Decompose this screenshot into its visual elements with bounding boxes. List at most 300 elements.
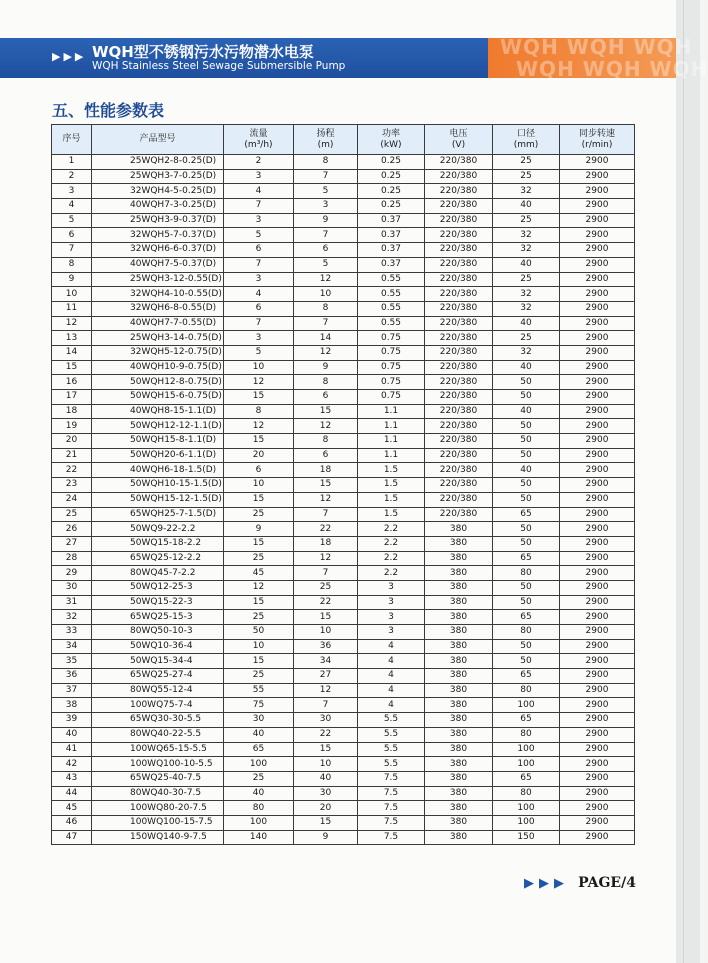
column-header-label: 功率 [381, 128, 400, 139]
voltage-cell: 220/380 [425, 404, 493, 419]
voltage-cell: 380 [425, 536, 493, 551]
power-cell: 4 [358, 654, 425, 669]
diameter-cell: 100 [493, 742, 560, 757]
column-header-label: 口径 [516, 128, 535, 139]
row-number-cell: 33 [52, 625, 92, 640]
product-model-cell: 25WQH3-9-0.37(D) [92, 213, 224, 228]
table-row [52, 169, 635, 184]
table-row [52, 801, 635, 816]
product-model-cell: 32WQH6-8-0.55(D) [92, 301, 224, 316]
row-number-cell: 11 [52, 301, 92, 316]
speed-cell: 2900 [560, 669, 635, 684]
table-row [52, 272, 635, 287]
product-model-cell: 100WQ80-20-7.5 [92, 801, 224, 816]
head-cell: 15 [294, 404, 358, 419]
power-cell: 1.1 [358, 448, 425, 463]
speed-cell: 2900 [560, 683, 635, 698]
voltage-cell: 380 [425, 713, 493, 728]
power-cell: 4 [358, 698, 425, 713]
page-number: PAGE/4 [578, 875, 636, 891]
power-cell: 5.5 [358, 713, 425, 728]
flow-rate-cell: 25 [224, 771, 294, 786]
table-row [52, 463, 635, 478]
row-number-cell: 39 [52, 713, 92, 728]
row-number-cell: 23 [52, 478, 92, 493]
power-cell: 0.37 [358, 213, 425, 228]
head-cell: 25 [294, 580, 358, 595]
row-number-cell: 45 [52, 801, 92, 816]
head-cell: 3 [294, 199, 358, 214]
voltage-cell: 220/380 [425, 345, 493, 360]
voltage-cell: 380 [425, 815, 493, 830]
table-row [52, 434, 635, 449]
flow-rate-cell: 6 [224, 243, 294, 258]
row-number-cell: 37 [52, 683, 92, 698]
row-number-cell: 10 [52, 287, 92, 302]
head-cell: 12 [294, 683, 358, 698]
next-page-edge [676, 0, 700, 963]
head-cell: 12 [294, 272, 358, 287]
row-number-cell: 26 [52, 522, 92, 537]
speed-cell: 2900 [560, 360, 635, 375]
speed-cell: 2900 [560, 639, 635, 654]
column-header-label: 序号 [62, 134, 81, 144]
flow-rate-cell: 40 [224, 786, 294, 801]
column-header-unit: (mm) [513, 139, 539, 150]
title-banner [0, 35, 708, 81]
flow-rate-cell: 25 [224, 669, 294, 684]
diameter-cell: 32 [493, 287, 560, 302]
diameter-cell: 40 [493, 360, 560, 375]
diameter-cell: 50 [493, 478, 560, 493]
power-cell: 4 [358, 683, 425, 698]
table-row [52, 316, 635, 331]
speed-cell: 2900 [560, 551, 635, 566]
speed-cell: 2900 [560, 830, 635, 845]
power-cell: 1.1 [358, 419, 425, 434]
table-row [52, 757, 635, 772]
table-row [52, 155, 635, 170]
row-number-cell: 40 [52, 727, 92, 742]
head-cell: 12 [294, 492, 358, 507]
head-cell: 7 [294, 169, 358, 184]
flow-rate-cell: 80 [224, 801, 294, 816]
head-cell: 18 [294, 463, 358, 478]
head-cell: 20 [294, 801, 358, 816]
flow-rate-cell: 9 [224, 522, 294, 537]
row-number-cell: 13 [52, 331, 92, 346]
column-header-label: 同步转速 [578, 128, 615, 139]
table-row [52, 713, 635, 728]
row-number-cell: 21 [52, 448, 92, 463]
table-row [52, 683, 635, 698]
voltage-cell: 220/380 [425, 316, 493, 331]
table-row [52, 243, 635, 258]
column-header [224, 125, 294, 155]
row-number-cell: 34 [52, 639, 92, 654]
power-cell: 0.25 [358, 169, 425, 184]
power-cell: 7.5 [358, 830, 425, 845]
product-model-cell: 32WQH4-5-0.25(D) [92, 184, 224, 199]
speed-cell: 2900 [560, 815, 635, 830]
head-cell: 9 [294, 213, 358, 228]
diameter-cell: 40 [493, 404, 560, 419]
head-cell: 7 [294, 566, 358, 581]
speed-cell: 2900 [560, 580, 635, 595]
speed-cell: 2900 [560, 301, 635, 316]
row-number-cell: 19 [52, 419, 92, 434]
product-model-cell: 32WQH5-12-0.75(D) [92, 345, 224, 360]
speed-cell: 2900 [560, 786, 635, 801]
flow-rate-cell: 45 [224, 566, 294, 581]
row-number-cell: 44 [52, 786, 92, 801]
head-cell: 5 [294, 257, 358, 272]
voltage-cell: 380 [425, 610, 493, 625]
head-cell: 15 [294, 478, 358, 493]
head-cell: 22 [294, 522, 358, 537]
column-header [294, 125, 358, 155]
voltage-cell: 380 [425, 683, 493, 698]
power-cell: 1.5 [358, 492, 425, 507]
flow-rate-cell: 65 [224, 742, 294, 757]
row-number-cell: 7 [52, 243, 92, 258]
diameter-cell: 25 [493, 272, 560, 287]
row-number-cell: 8 [52, 257, 92, 272]
product-model-cell: 100WQ100-15-7.5 [92, 815, 224, 830]
flow-rate-cell: 10 [224, 360, 294, 375]
head-cell: 15 [294, 742, 358, 757]
head-cell: 15 [294, 815, 358, 830]
flow-rate-cell: 15 [224, 434, 294, 449]
diameter-cell: 50 [493, 419, 560, 434]
head-cell: 6 [294, 243, 358, 258]
product-model-cell: 25WQH3-14-0.75(D) [92, 331, 224, 346]
power-cell: 1.5 [358, 507, 425, 522]
power-cell: 0.75 [358, 390, 425, 405]
flow-rate-cell: 15 [224, 595, 294, 610]
flow-rate-cell: 3 [224, 169, 294, 184]
speed-cell: 2900 [560, 463, 635, 478]
voltage-cell: 220/380 [425, 243, 493, 258]
column-header-unit: (m³/h) [244, 139, 273, 150]
diameter-cell: 50 [493, 639, 560, 654]
diameter-cell: 50 [493, 434, 560, 449]
power-cell: 0.25 [358, 199, 425, 214]
speed-cell: 2900 [560, 287, 635, 302]
speed-cell: 2900 [560, 713, 635, 728]
power-cell: 0.75 [358, 345, 425, 360]
power-cell: 0.37 [358, 243, 425, 258]
power-cell: 0.25 [358, 155, 425, 170]
voltage-cell: 220/380 [425, 492, 493, 507]
speed-cell: 2900 [560, 213, 635, 228]
head-cell: 7 [294, 228, 358, 243]
table-body [52, 155, 635, 845]
head-cell: 18 [294, 536, 358, 551]
table-row [52, 301, 635, 316]
flow-rate-cell: 5 [224, 228, 294, 243]
row-number-cell: 36 [52, 669, 92, 684]
row-number-cell: 42 [52, 757, 92, 772]
voltage-cell: 220/380 [425, 301, 493, 316]
power-cell: 5.5 [358, 727, 425, 742]
voltage-cell: 220/380 [425, 478, 493, 493]
voltage-cell: 380 [425, 566, 493, 581]
diameter-cell: 80 [493, 625, 560, 640]
diameter-cell: 65 [493, 507, 560, 522]
diameter-cell: 65 [493, 713, 560, 728]
column-header-label: 流量 [249, 128, 268, 139]
voltage-cell: 220/380 [425, 331, 493, 346]
head-cell: 7 [294, 698, 358, 713]
row-number-cell: 30 [52, 580, 92, 595]
speed-cell: 2900 [560, 375, 635, 390]
diameter-cell: 40 [493, 199, 560, 214]
page-footer [524, 872, 636, 891]
table-row [52, 742, 635, 757]
power-cell: 7.5 [358, 801, 425, 816]
product-model-cell: 50WQH20-6-1.1(D) [92, 448, 224, 463]
column-header-unit: (m) [317, 139, 334, 150]
row-number-cell: 9 [52, 272, 92, 287]
flow-rate-cell: 75 [224, 698, 294, 713]
flow-rate-cell: 10 [224, 478, 294, 493]
head-cell: 22 [294, 727, 358, 742]
speed-cell: 2900 [560, 448, 635, 463]
diameter-cell: 50 [493, 536, 560, 551]
speed-cell: 2900 [560, 492, 635, 507]
voltage-cell: 380 [425, 698, 493, 713]
product-model-cell: 80WQ50-10-3 [92, 625, 224, 640]
diameter-cell: 100 [493, 801, 560, 816]
flow-rate-cell: 12 [224, 419, 294, 434]
row-number-cell: 4 [52, 199, 92, 214]
speed-cell: 2900 [560, 522, 635, 537]
speed-cell: 2900 [560, 155, 635, 170]
product-model-cell: 50WQ9-22-2.2 [92, 522, 224, 537]
flow-rate-cell: 15 [224, 390, 294, 405]
table-row [52, 287, 635, 302]
voltage-cell: 380 [425, 830, 493, 845]
diameter-cell: 25 [493, 331, 560, 346]
banner-watermark-row-2: WQH WQH WQH [516, 57, 708, 81]
diameter-cell: 80 [493, 566, 560, 581]
power-cell: 3 [358, 610, 425, 625]
flow-rate-cell: 15 [224, 654, 294, 669]
head-cell: 30 [294, 713, 358, 728]
head-cell: 5 [294, 184, 358, 199]
power-cell: 7.5 [358, 771, 425, 786]
table-row [52, 228, 635, 243]
speed-cell: 2900 [560, 184, 635, 199]
speed-cell: 2900 [560, 757, 635, 772]
row-number-cell: 18 [52, 404, 92, 419]
product-model-cell: 65WQH25-7-1.5(D) [92, 507, 224, 522]
voltage-cell: 380 [425, 654, 493, 669]
flow-rate-cell: 7 [224, 257, 294, 272]
voltage-cell: 220/380 [425, 272, 493, 287]
voltage-cell: 220/380 [425, 375, 493, 390]
row-number-cell: 35 [52, 654, 92, 669]
speed-cell: 2900 [560, 390, 635, 405]
head-cell: 9 [294, 360, 358, 375]
product-model-cell: 150WQ140-9-7.5 [92, 830, 224, 845]
row-number-cell: 12 [52, 316, 92, 331]
flow-rate-cell: 4 [224, 184, 294, 199]
diameter-cell: 80 [493, 727, 560, 742]
table-row [52, 669, 635, 684]
table-row [52, 595, 635, 610]
head-cell: 36 [294, 639, 358, 654]
speed-cell: 2900 [560, 345, 635, 360]
flow-rate-cell: 6 [224, 463, 294, 478]
voltage-cell: 220/380 [425, 390, 493, 405]
table-row [52, 698, 635, 713]
power-cell: 7.5 [358, 815, 425, 830]
table-row [52, 522, 635, 537]
flow-rate-cell: 25 [224, 610, 294, 625]
table-row [52, 448, 635, 463]
diameter-cell: 65 [493, 551, 560, 566]
voltage-cell: 380 [425, 801, 493, 816]
flow-rate-cell: 30 [224, 713, 294, 728]
table-row [52, 213, 635, 228]
product-model-cell: 25WQH3-7-0.25(D) [92, 169, 224, 184]
flow-rate-cell: 25 [224, 551, 294, 566]
speed-cell: 2900 [560, 698, 635, 713]
speed-cell: 2900 [560, 434, 635, 449]
product-model-cell: 100WQ65-15-5.5 [92, 742, 224, 757]
diameter-cell: 65 [493, 669, 560, 684]
voltage-cell: 380 [425, 580, 493, 595]
head-cell: 8 [294, 301, 358, 316]
table-row [52, 610, 635, 625]
flow-rate-cell: 140 [224, 830, 294, 845]
flow-rate-cell: 3 [224, 331, 294, 346]
table-row [52, 184, 635, 199]
table-row [52, 390, 635, 405]
voltage-cell: 220/380 [425, 463, 493, 478]
row-number-cell: 5 [52, 213, 92, 228]
speed-cell: 2900 [560, 316, 635, 331]
diameter-cell: 32 [493, 228, 560, 243]
table-header [52, 125, 635, 155]
header-row [52, 125, 635, 155]
product-model-cell: 50WQH15-6-0.75(D) [92, 390, 224, 405]
voltage-cell: 220/380 [425, 257, 493, 272]
voltage-cell: 220/380 [425, 169, 493, 184]
section-title: 五、性能参数表 [52, 101, 165, 120]
column-header [92, 125, 224, 155]
speed-cell: 2900 [560, 536, 635, 551]
voltage-cell: 380 [425, 727, 493, 742]
power-cell: 0.55 [358, 301, 425, 316]
flow-rate-cell: 100 [224, 815, 294, 830]
column-header [52, 125, 92, 155]
table-row [52, 771, 635, 786]
diameter-cell: 50 [493, 580, 560, 595]
diameter-cell: 100 [493, 757, 560, 772]
product-model-cell: 50WQ15-34-4 [92, 654, 224, 669]
power-cell: 0.37 [358, 257, 425, 272]
flow-rate-cell: 12 [224, 375, 294, 390]
product-model-cell: 50WQH12-12-1.1(D) [92, 419, 224, 434]
power-cell: 4 [358, 669, 425, 684]
footer-arrow-icon: ▶▶▶ [524, 876, 569, 891]
table-row [52, 815, 635, 830]
flow-rate-cell: 100 [224, 757, 294, 772]
flow-rate-cell: 7 [224, 316, 294, 331]
diameter-cell: 150 [493, 830, 560, 845]
speed-cell: 2900 [560, 199, 635, 214]
table-row [52, 404, 635, 419]
power-cell: 0.75 [358, 375, 425, 390]
flow-rate-cell: 55 [224, 683, 294, 698]
speed-cell: 2900 [560, 727, 635, 742]
diameter-cell: 25 [493, 155, 560, 170]
product-model-cell: 65WQ25-15-3 [92, 610, 224, 625]
power-cell: 0.75 [358, 360, 425, 375]
head-cell: 6 [294, 390, 358, 405]
voltage-cell: 220/380 [425, 287, 493, 302]
banner-arrow-icon: ▶▶▶ [52, 50, 87, 63]
power-cell: 5.5 [358, 757, 425, 772]
row-number-cell: 29 [52, 566, 92, 581]
flow-rate-cell: 10 [224, 639, 294, 654]
voltage-cell: 380 [425, 771, 493, 786]
flow-rate-cell: 40 [224, 727, 294, 742]
voltage-cell: 380 [425, 551, 493, 566]
flow-rate-cell: 15 [224, 536, 294, 551]
speed-cell: 2900 [560, 625, 635, 640]
table-row [52, 580, 635, 595]
speed-cell: 2900 [560, 507, 635, 522]
table-row [52, 566, 635, 581]
column-header-label: 产品型号 [139, 134, 176, 144]
speed-cell: 2900 [560, 742, 635, 757]
banner-title-en: WQH Stainless Steel Sewage Submersible Pump [92, 60, 346, 72]
flow-rate-cell: 3 [224, 213, 294, 228]
voltage-cell: 220/380 [425, 419, 493, 434]
voltage-cell: 380 [425, 757, 493, 772]
column-header [560, 125, 635, 155]
power-cell: 1.1 [358, 434, 425, 449]
power-cell: 2.2 [358, 566, 425, 581]
speed-cell: 2900 [560, 169, 635, 184]
diameter-cell: 80 [493, 786, 560, 801]
table-row [52, 478, 635, 493]
head-cell: 40 [294, 771, 358, 786]
power-cell: 4 [358, 639, 425, 654]
table-row [52, 419, 635, 434]
diameter-cell: 32 [493, 243, 560, 258]
row-number-cell: 1 [52, 155, 92, 170]
banner-watermark: WQH WQH WQH [500, 35, 693, 59]
performance-table [51, 124, 635, 845]
head-cell: 10 [294, 287, 358, 302]
product-model-cell: 32WQH4-10-0.55(D) [92, 287, 224, 302]
head-cell: 8 [294, 375, 358, 390]
head-cell: 22 [294, 595, 358, 610]
head-cell: 6 [294, 448, 358, 463]
head-cell: 10 [294, 625, 358, 640]
diameter-cell: 50 [493, 492, 560, 507]
head-cell: 15 [294, 610, 358, 625]
head-cell: 7 [294, 507, 358, 522]
row-number-cell: 46 [52, 815, 92, 830]
power-cell: 2.2 [358, 536, 425, 551]
product-model-cell: 40WQH10-9-0.75(D) [92, 360, 224, 375]
